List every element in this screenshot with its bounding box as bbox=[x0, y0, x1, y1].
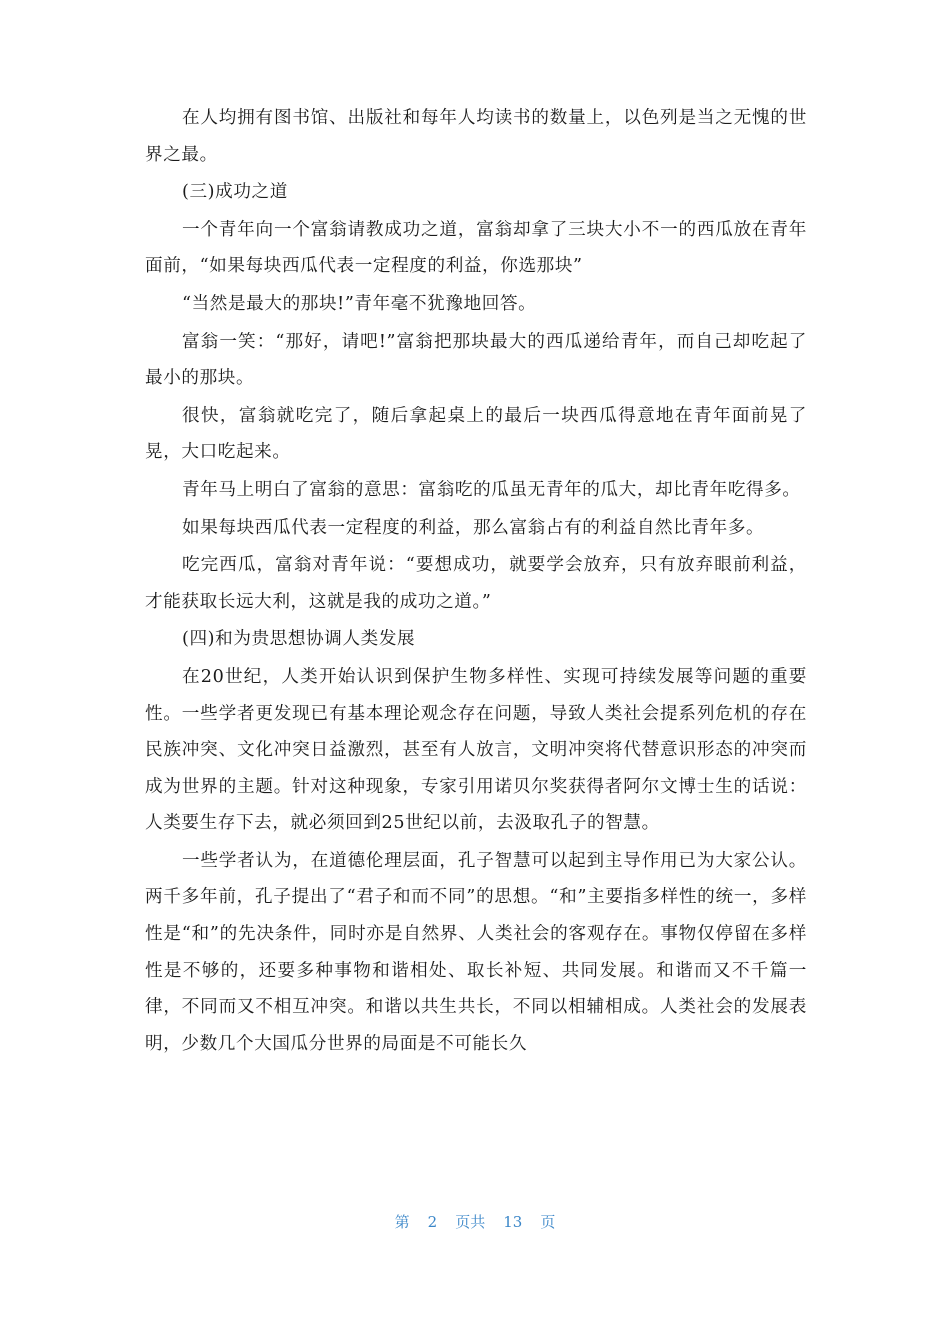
paragraph: 在人均拥有图书馆、出版社和每年人均读书的数量上，以色列是当之无愧的世界之最。 bbox=[145, 108, 807, 165]
footer-middle: 页共 bbox=[455, 1213, 486, 1231]
footer-suffix: 页 bbox=[540, 1213, 556, 1231]
footer-current-page: 2 bbox=[427, 1213, 438, 1231]
page-number-footer bbox=[0, 1210, 950, 1234]
paragraph: 吃完西瓜，富翁对青年说：“要想成功，就要学会放弃，只有放弃眼前利益，才能获取长远大利，这就是我的成功之道。” bbox=[145, 555, 807, 612]
paragraph: 一些学者认为，在道德伦理层面，孔子智慧可以起到主导作用已为大家公认。两千多年前，孔子提出了“君子和而不同”的思想。“和”主要指多样性的统一，多样性是“和”的先决条件，同时亦是自然界、人类社会的客观存在。事物仅停留在多样性是不够的，还要多种事物和谐相处、取长补短、共同发展。和谐而又不千篇一律，不同而又不相互冲突。和谐以共生共长，不同以相辅相成。人类社会的发展表明，少数几个大国瓜分世界的局面是不可能长久 bbox=[145, 850, 807, 1054]
paragraph: “当然是最大的那块!”青年毫不犹豫地回答。 bbox=[182, 293, 537, 314]
section-heading: (三)成功之道 bbox=[182, 182, 288, 203]
footer-prefix: 第 bbox=[394, 1213, 410, 1231]
section-heading: (四)和为贵思想协调人类发展 bbox=[182, 629, 416, 650]
paragraph: 青年马上明白了富翁的意思：富翁吃的瓜虽无青年的瓜大，却比青年吃得多。 bbox=[182, 479, 801, 500]
paragraph: 如果每块西瓜代表一定程度的利益，那么富翁占有的利益自然比青年多。 bbox=[182, 517, 765, 538]
document-body bbox=[145, 100, 807, 1063]
footer-total-pages: 13 bbox=[503, 1213, 523, 1231]
paragraph: 一个青年向一个富翁请教成功之道，富翁却拿了三块大小不一的西瓜放在青年面前，“如果每块西瓜代表一定程度的利益，你选那块” bbox=[145, 219, 807, 277]
paragraph: 在20世纪，人类开始认识到保护生物多样性、实现可持续发展等问题的重要性。一些学者更发现已有基本理论观念存在问题，导致人类社会提系列危机的存在民族冲突、文化冲突日益激烈，甚至有人放言，文明冲突将代替意识形态的冲突而成为世界的主题。针对这种现象，专家引用诺贝尔奖获得者阿尔文博士生的话说：人类要生存下去，就必须回到25世纪以前，去汲取孔子的智慧。 bbox=[145, 666, 807, 834]
paragraph: 富翁一笑：“那好，请吧!”富翁把那块最大的西瓜递给青年，而自己却吃起了最小的那块。 bbox=[145, 331, 807, 389]
paragraph: 很快，富翁就吃完了，随后拿起桌上的最后一块西瓜得意地在青年面前晃了晃，大口吃起来。 bbox=[145, 405, 807, 463]
